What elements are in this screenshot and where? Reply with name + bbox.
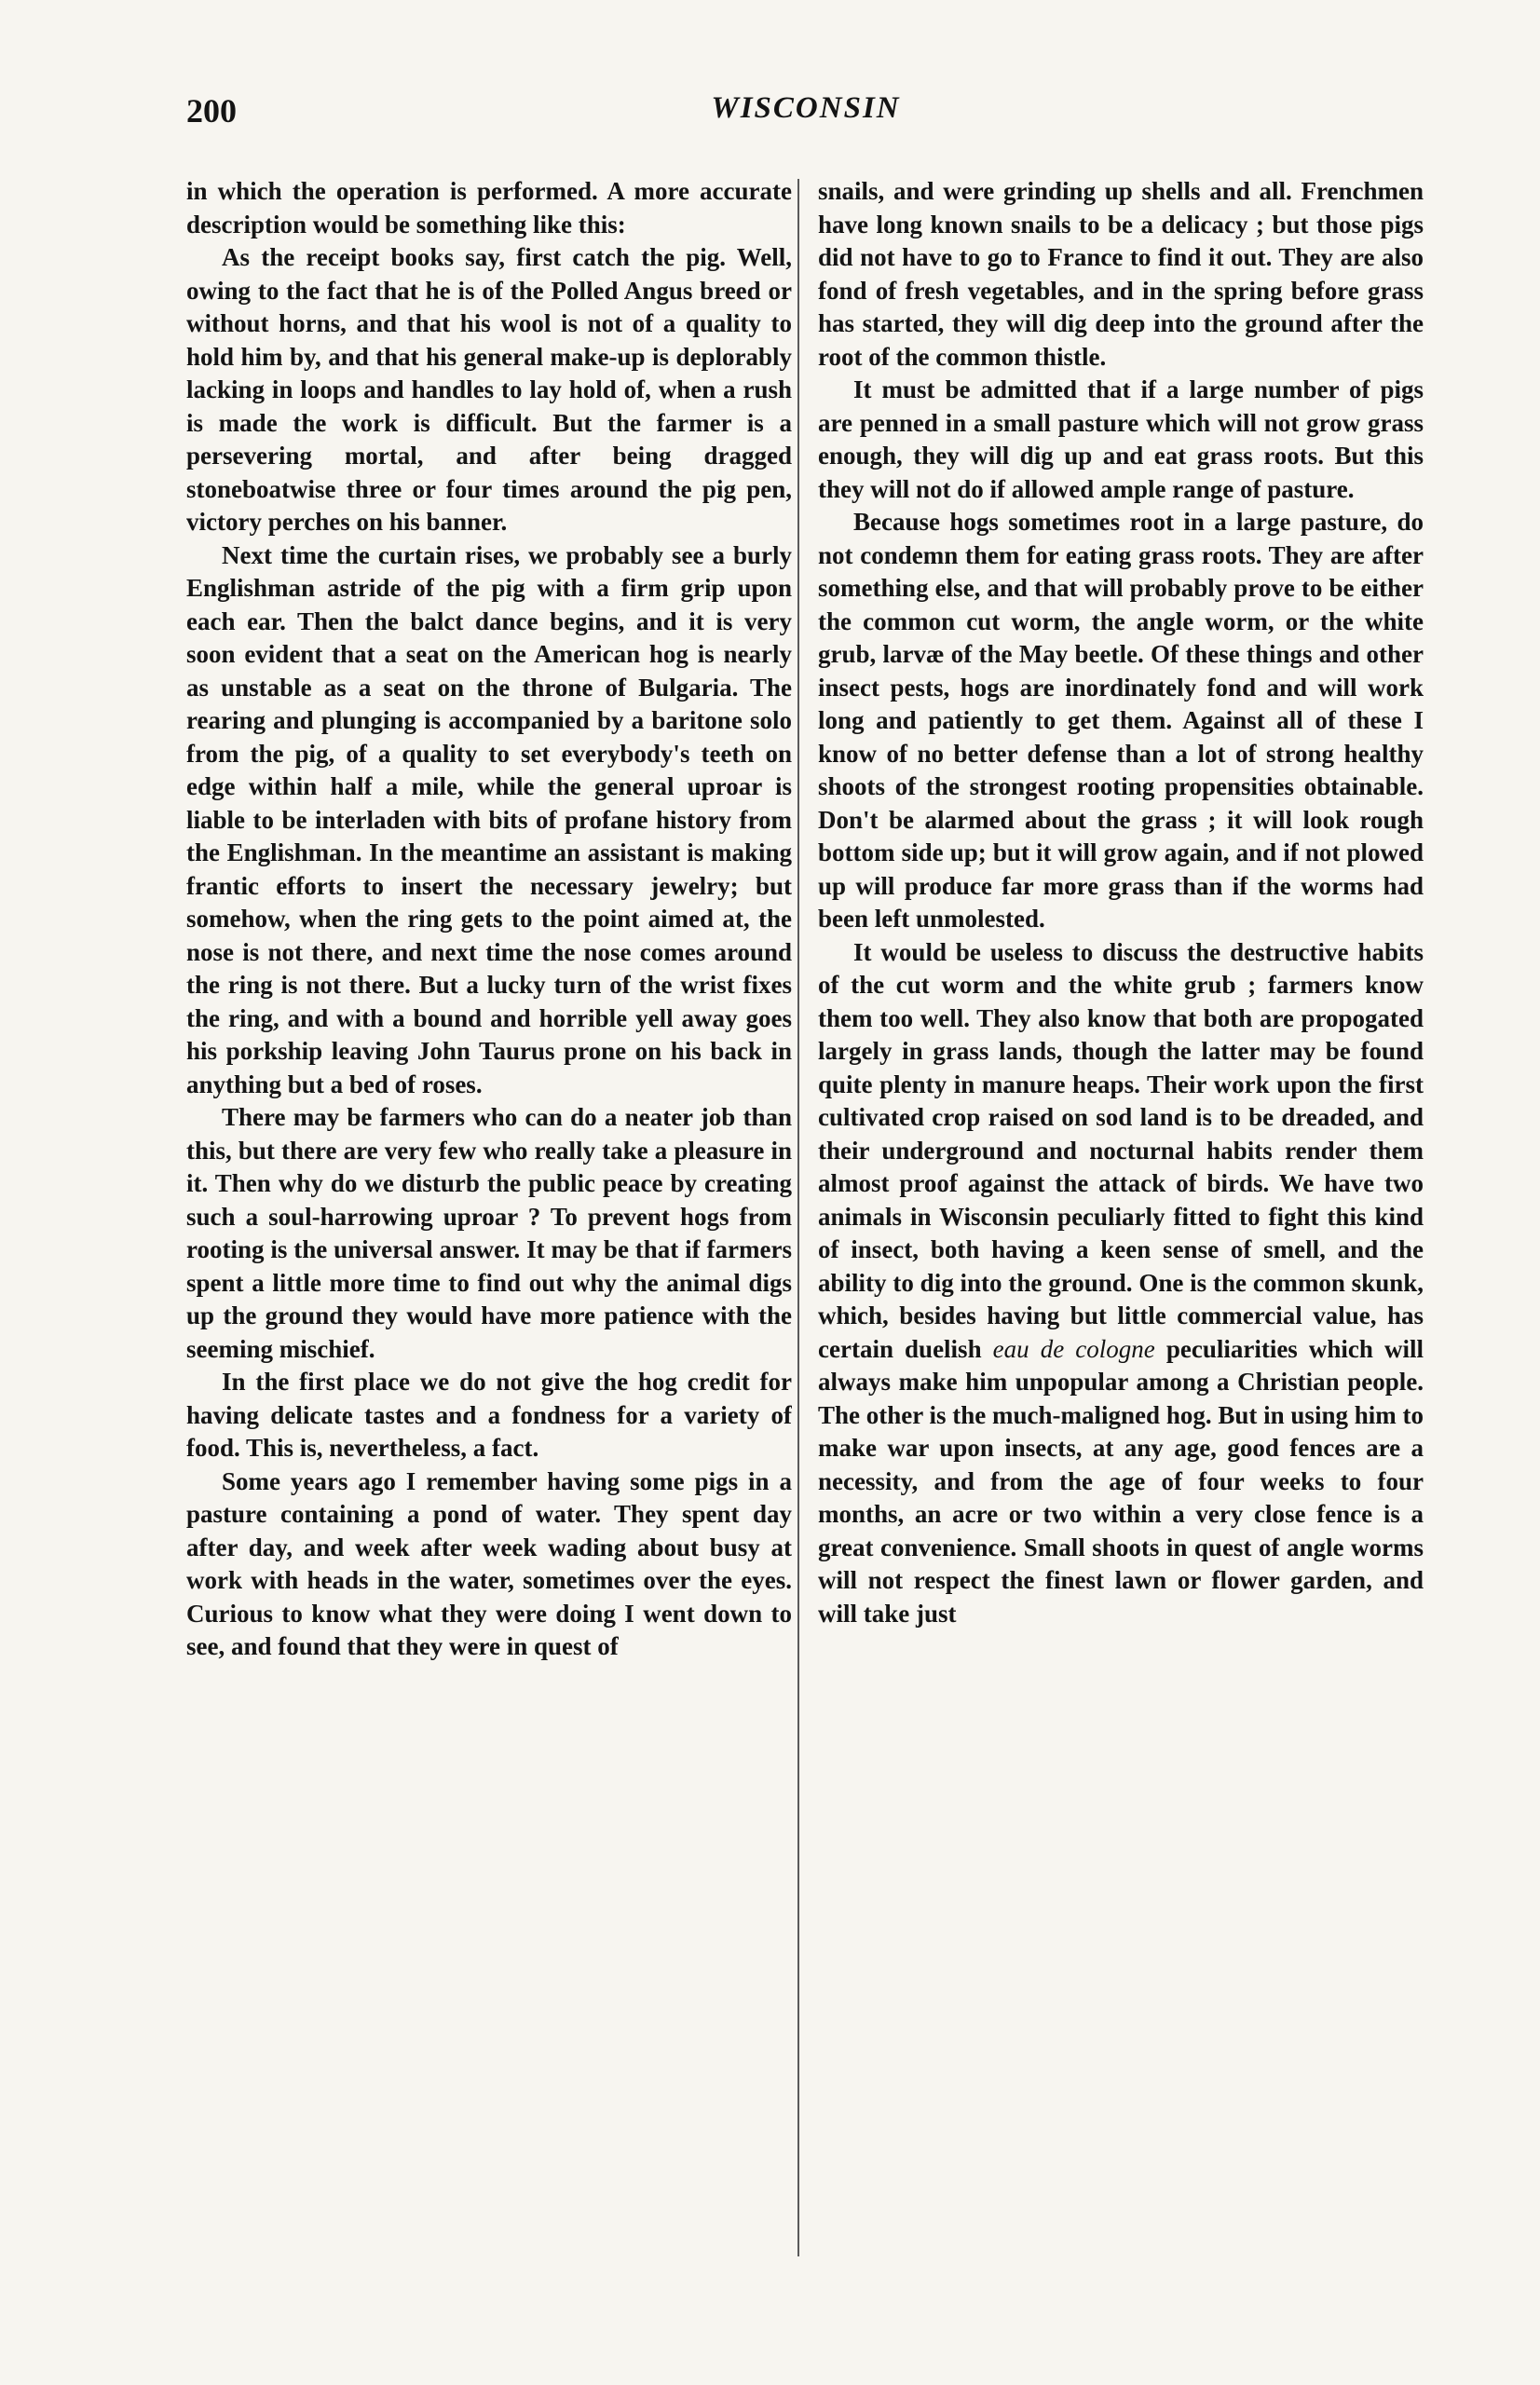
paragraph-text: It would be useless to discuss the destructive habits of the cut worm and the white grub ; farmers know them too well. They also know that both are propogated largely in grass lands, though the latter may be found quite plenty in manure heaps. Their work upon the first cultivated crop raised on sod land is to be dreaded, and their underground and nocturnal habits render them almost proof against the attack of birds. We have two animals in Wisconsin peculiarly fitted to fight this kind of insect, both having a keen sense of smell, and the ability to dig into the ground. One is the common skunk, which, besides having but little commercial value, has certain duelish — [818, 937, 1424, 1363]
paragraph: There may be farmers who can do a neater job than this, but there are very few who really take a pleasure in it. Then why do we disturb the public peace by creating such a soul-harrowing uproar ? To prevent hogs from rooting is the universal answer. It may be that if farmers spent a little more time to find out why the animal digs up the ground they would have more patience with the seeming mischief. — [186, 1103, 792, 1363]
right-column — [818, 175, 1424, 2318]
column-divider — [797, 179, 799, 2256]
paragraph: In the first place we do not give the hog credit for having delicate tastes and a fondness for a variety of food. This is, nevertheless, a fact. — [186, 1368, 792, 1462]
page-number: 200 — [186, 92, 237, 129]
paragraph: in which the operation is performed. A more accurate description would be something like this: — [186, 177, 792, 238]
paragraph: Some years ago I remember having some pigs in a pasture containing a pond of water. They spent day after day, and week after week wading about busy at work with heads in the water, sometimes over the eyes. Curious to know what they were doing I went down to see, and found that they were in quest of — [186, 1466, 792, 1660]
paragraph: Because hogs sometimes root in a large pasture, do not condemn them for eating grass roots. They are after something else, and that will probably prove to be either the common cut worm, the angle worm, or the white grub, larvæ of the May beetle. Of these things and other insect pests, hogs are inordinately fond and will work long and patiently to get them. Against all of these I know of no better defense than a lot of strong healthy shoots of the strongest rooting propensities obtainable. Don't be alarmed about the grass ; it will look rough bottom side up; but it will grow again, and if not plowed up will produce far more grass than if the worms had been left unmolested. — [818, 508, 1424, 933]
paragraph: snails, and were grinding up shells and all. Frenchmen have long known snails to be a delicacy ; but those pigs did not have to go to France to find it out. They are also fond of fresh vegetables, and in the spring before grass has started, they will dig deep into the ground after the root of the common thistle. — [818, 177, 1424, 371]
italic-phrase: eau de cologne — [992, 1334, 1155, 1363]
paragraph — [818, 936, 1424, 1631]
paragraph-text: peculiarities which will always make him unpopular among a Christian people. The other is the much-maligned hog. But in using him to make war upon insects, at any age, good fences are a necessity, and from the age of four weeks to four months, an acre or two within a very close fence is a great convenience. Small shoots in quest of angle worms will not respect the finest lawn or flower garden, and will take just — [818, 1334, 1424, 1628]
page-header — [186, 91, 1425, 143]
left-column — [186, 175, 792, 2318]
paragraph: It must be admitted that if a large number of pigs are penned in a small pasture which will not grow grass enough, they will dig up and eat grass roots. But this they will not do if allowed ample range of pasture. — [818, 375, 1424, 503]
paragraph: Next time the curtain rises, we probably see a burly Englishman astride of the pig with a firm grip upon each ear. Then the balct dance begins, and it is very soon evident that a seat on the American hog is nearly as unstable as a seat on the throne of Bulgaria. The rearing and plunging is accompanied by a baritone solo from the pig, of a quality to set everybody's teeth on edge within half a mile, while the general uproar is liable to be interladen with bits of profane history from the Englishman. In the meantime an assistant is making frantic efforts to insert the necessary jewelry; but somehow, when the ring gets to the point aimed at, the nose is not there, and next time the nose comes around the ring is not there. But a lucky turn of the wrist fixes the ring, and with a bound and horrible yell away goes his porkship leaving John Taurus prone on his back in anything but a bed of roses. — [186, 540, 792, 1098]
paragraph: As the receipt books say, first catch the pig. Well, owing to the fact that he is of the Polled Angus breed or without horns, and that his wool is not of a quality to hold him by, and that his general make-up is deplorably lacking in loops and handles to lay hold of, when a rush is made the work is difficult. But the farmer is a persevering mortal, and after being dragged stoneboatwise three or four times around the pig pen, victory perches on his banner. — [186, 243, 792, 536]
running-head: WISCONSIN — [711, 91, 901, 125]
